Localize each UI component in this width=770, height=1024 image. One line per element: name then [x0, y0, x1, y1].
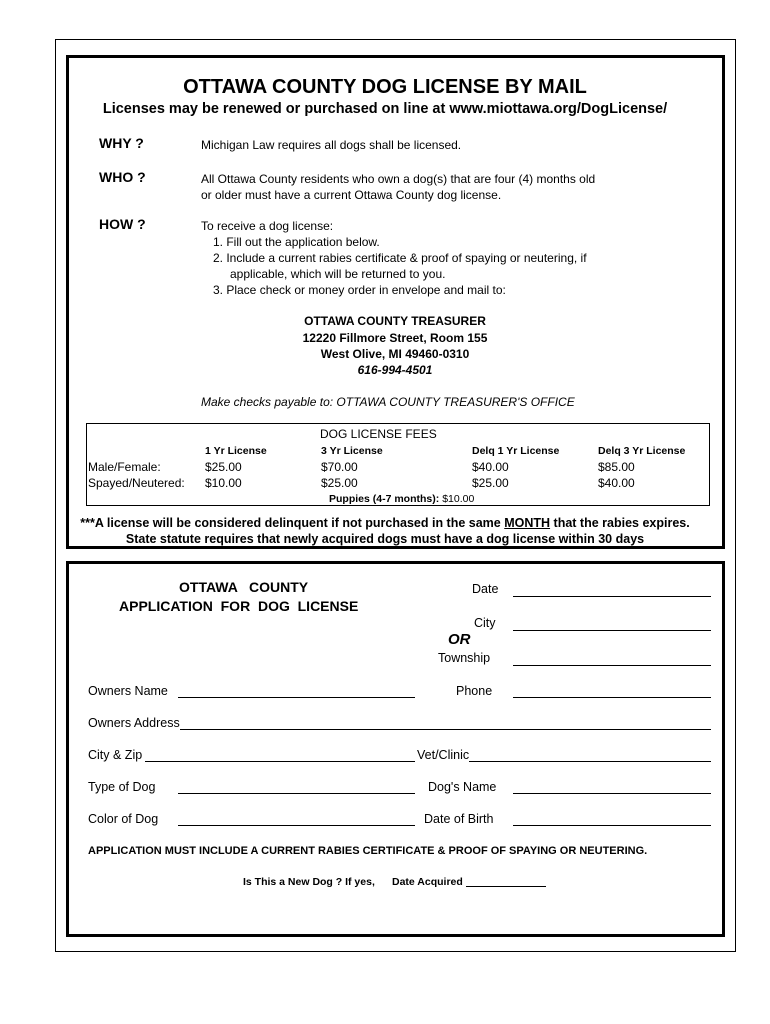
- state-statute-notice: State statute requires that newly acquired dogs must have a dog license within 30 days: [125, 532, 645, 546]
- date-field[interactable]: [513, 596, 711, 597]
- or-label: OR: [448, 631, 471, 648]
- how-label: HOW ?: [99, 216, 146, 232]
- mail-address-street: 12220 Fillmore Street, Room 155: [302, 331, 488, 345]
- city-field[interactable]: [513, 630, 711, 631]
- fee-table-title: DOG LICENSE FEES: [320, 427, 437, 441]
- township-field[interactable]: [513, 665, 711, 666]
- how-step-3: 3. Place check or money order in envelope and mail to:: [213, 283, 506, 297]
- application-title-2: APPLICATION FOR DOG LICENSE: [119, 598, 359, 614]
- fee-header-delq-1yr: Delq 1 Yr License: [472, 445, 560, 457]
- how-step-2: 2. Include a current rabies certificate & proof of spaying or neutering, if: [213, 251, 587, 265]
- color-of-dog-field[interactable]: [178, 825, 415, 826]
- puppies-value: $10.00: [442, 493, 475, 505]
- color-of-dog-label: Color of Dog: [88, 812, 159, 826]
- mail-address-city: West Olive, MI 49460-0310: [320, 347, 470, 361]
- fee-header-3yr: 3 Yr License: [321, 445, 383, 457]
- application-requirement: APPLICATION MUST INCLUDE A CURRENT RABIES CERTIFICATE & PROOF OF SPAYING OR NEUTERING.: [88, 845, 648, 857]
- fee-header-delq-3yr: Delq 3 Yr License: [598, 445, 686, 457]
- fee-cell: $40.00: [598, 476, 635, 490]
- fee-cell: $70.00: [321, 460, 358, 474]
- page-title: OTTAWA COUNTY DOG LICENSE BY MAIL: [183, 76, 587, 98]
- owners-name-label: Owners Name: [88, 684, 168, 698]
- date-label: Date: [472, 582, 499, 596]
- application-title-1: OTTAWA COUNTY: [179, 579, 309, 595]
- owners-name-field[interactable]: [178, 697, 415, 698]
- notice-month: MONTH: [504, 516, 551, 530]
- city-zip-field[interactable]: [145, 761, 415, 762]
- fee-cell: $40.00: [472, 460, 509, 474]
- new-dog-question: Is This a New Dog ? If yes,: [243, 876, 375, 888]
- owners-address-field[interactable]: [180, 729, 711, 730]
- how-intro: To receive a dog license:: [201, 219, 334, 233]
- dogs-name-label: Dog's Name: [428, 780, 497, 794]
- fee-cell: $25.00: [321, 476, 358, 490]
- who-label: WHO ?: [99, 169, 146, 185]
- fee-cell: $25.00: [205, 460, 242, 474]
- how-step-1: 1. Fill out the application below.: [213, 235, 380, 249]
- delinquent-notice: [0, 516, 770, 530]
- how-step-2-cont: applicable, which will be returned to you.: [230, 267, 446, 281]
- puppies-fee: [329, 493, 474, 505]
- fee-cell: $25.00: [472, 476, 509, 490]
- puppies-label: Puppies (4-7 months):: [329, 493, 440, 505]
- fee-header-1yr: 1 Yr License: [205, 445, 267, 457]
- date-acquired-label: Date Acquired: [392, 876, 463, 888]
- notice-text-end: that the rabies expires.: [550, 516, 690, 530]
- fee-cell: $85.00: [598, 460, 635, 474]
- phone-field[interactable]: [513, 697, 711, 698]
- vet-clinic-label: Vet/Clinic: [417, 748, 470, 762]
- date-acquired-field[interactable]: [466, 886, 546, 887]
- fee-cell: $10.00: [205, 476, 242, 490]
- dogs-name-field[interactable]: [513, 793, 711, 794]
- page-subtitle: Licenses may be renewed or purchased on line at www.miottawa.org/DogLicense/: [102, 101, 668, 117]
- why-label: WHY ?: [99, 135, 144, 151]
- date-of-birth-field[interactable]: [513, 825, 711, 826]
- type-of-dog-field[interactable]: [178, 793, 415, 794]
- owners-address-label: Owners Address: [88, 716, 180, 730]
- notice-text: ***A license will be considered delinquent if not purchased in the same: [80, 516, 505, 530]
- fee-row-label: Spayed/Neutered:: [88, 476, 185, 490]
- why-text: Michigan Law requires all dogs shall be licensed.: [201, 138, 462, 152]
- mail-address-phone: 616-994-4501: [357, 363, 433, 377]
- date-of-birth-label: Date of Birth: [424, 812, 494, 826]
- who-text-2: or older must have a current Ottawa County dog license.: [201, 188, 502, 202]
- city-zip-label: City & Zip: [88, 748, 143, 762]
- phone-label: Phone: [456, 684, 493, 698]
- who-text-1: All Ottawa County residents who own a dog(s) that are four (4) months old: [201, 172, 596, 186]
- fee-row-label: Male/Female:: [88, 460, 161, 474]
- mail-address-name: OTTAWA COUNTY TREASURER: [304, 314, 486, 328]
- township-label: Township: [438, 651, 491, 665]
- checks-payable: Make checks payable to: OTTAWA COUNTY TREASURER'S OFFICE: [201, 395, 575, 409]
- type-of-dog-label: Type of Dog: [88, 780, 156, 794]
- vet-clinic-field[interactable]: [469, 761, 711, 762]
- city-label: City: [474, 616, 496, 630]
